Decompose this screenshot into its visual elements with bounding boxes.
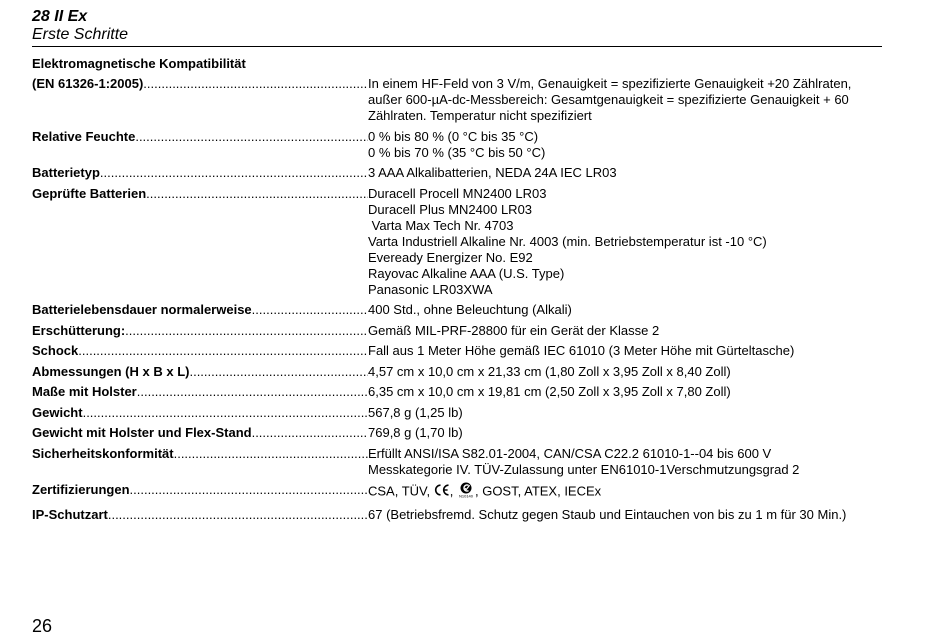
dot-leader [108, 507, 368, 523]
spec-value-line: Duracell Procell MN2400 LR03 [368, 185, 547, 201]
dot-leader [137, 384, 368, 400]
dot-leader [130, 482, 368, 502]
c-tick-mark-icon [457, 482, 475, 502]
spec-row [32, 165, 892, 181]
spec-row [32, 323, 892, 339]
dot-leader [143, 76, 368, 124]
spec-value [368, 364, 892, 380]
spec-value [368, 446, 892, 478]
spec-value [368, 302, 892, 318]
spec-value-line: 400 Std., ohne Beleuchtung (Alkali) [368, 302, 572, 317]
spec-value [368, 129, 892, 161]
spec-value-line: 769,8 g (1,70 lb) [368, 425, 463, 440]
spec-value [368, 323, 892, 339]
spec-value-line: 67 (Betriebsfremd. Schutz gegen Staub und Eintauchen von bis zu 1 m für 30 Min.) [368, 506, 847, 522]
spec-value [368, 165, 892, 181]
spec-value-line: Zählraten. Temperatur nicht spezifiziert [368, 108, 592, 123]
spec-list [32, 76, 892, 527]
spec-value-line: 6,35 cm x 10,0 cm x 19,81 cm (2,50 Zoll x 3,95 Zoll x 7,80 Zoll) [368, 384, 731, 399]
spec-key: Abmessungen (H x B x L) [32, 363, 190, 379]
spec-value-line: Erfüllt ANSI/ISA S82.01-2004, CAN/CSA C22.2 61010-1--04 bis 600 V [368, 445, 772, 461]
spec-key: Gewicht [32, 404, 83, 420]
spec-row [32, 384, 892, 400]
spec-value-line: Fall aus 1 Meter Höhe gemäß IEC 61010 (3 Meter Höhe mit Gürteltasche) [368, 343, 795, 358]
spec-key: Relative Feuchte [32, 128, 136, 144]
spec-value-line: 3 AAA Alkalibatterien, NEDA 24A IEC LR03 [368, 165, 617, 180]
spec-row [32, 76, 892, 124]
spec-value-line: 567,8 g (1,25 lb) [368, 404, 463, 420]
spec-value [368, 507, 892, 523]
spec-value-line: In einem HF-Feld von 3 V/m, Genauigkeit = spezifizierte Genauigkeit +20 Zählraten, [368, 76, 852, 91]
dot-leader [189, 364, 368, 380]
spec-value [368, 384, 892, 400]
spec-key: Geprüfte Batterien [32, 185, 147, 201]
page-number: 26 [32, 616, 53, 636]
dot-leader [146, 186, 368, 298]
spec-value-line: Varta Industriell Alkaline Nr. 4003 (min. Betriebstemperatur ist -10 °C) [368, 233, 767, 249]
spec-value-line: Panasonic LR03XWA [368, 281, 493, 297]
chapter-title: Erste Schritte [32, 26, 129, 43]
spec-row [32, 302, 892, 318]
spec-value [368, 405, 892, 421]
spec-value-line: außer 600-µA-dc-Messbereich: Gesamtgenauigkeit = spezifizierte Genauigkeit + 60 [368, 92, 849, 107]
spec-value-line: 0 % bis 70 % (35 °C bis 50 °C) [368, 144, 546, 160]
spec-value [368, 76, 892, 124]
dot-leader [78, 343, 368, 359]
cert-text: , GOST, ATEX, IECEx [474, 483, 602, 499]
spec-value-line: Varta Max Tech Nr. 4703 [368, 217, 514, 233]
dot-leader [252, 425, 368, 441]
spec-key: Batterietyp [32, 165, 100, 180]
spec-key: Zertifizierungen [32, 482, 130, 497]
spec-row [32, 129, 892, 161]
spec-key: Erschütterung: [32, 322, 126, 338]
spec-value-line: 4,57 cm x 10,0 cm x 21,33 cm (1,80 Zoll x 3,95 Zoll x 8,40 Zoll) [368, 363, 731, 379]
page-header [32, 8, 882, 44]
spec-key: (EN 61326-1:2005) [32, 76, 144, 91]
spec-row [32, 425, 892, 441]
spec-key: Maße mit Holster [32, 384, 137, 399]
spec-row [32, 364, 892, 380]
spec-value-line: Duracell Plus MN2400 LR03 [368, 201, 533, 217]
spec-value-line: Messkategorie IV. TÜV-Zulassung unter EN61010-1Verschmutzungsgrad 2 [368, 461, 800, 477]
spec-value-line: Gemäß MIL-PRF-28800 für ein Gerät der Klasse 2 [368, 322, 660, 338]
dot-leader [252, 302, 368, 318]
spec-value [368, 186, 892, 298]
spec-value-line: Rayovac Alkaline AAA (U.S. Type) [368, 265, 565, 281]
spec-row [32, 405, 892, 421]
svg-text:N10140: N10140 [458, 493, 473, 498]
dot-leader [125, 323, 368, 339]
spec-key: Batterielebensdauer normalerweise [32, 302, 252, 317]
dot-leader [135, 129, 368, 161]
cert-text: CSA, TÜV, [368, 483, 434, 499]
spec-row [32, 343, 892, 359]
cert-separator: , [449, 483, 457, 499]
manual-title: 28 II Ex [32, 8, 88, 25]
spec-row [32, 186, 892, 298]
spec-value-line: Eveready Energizer No. E92 [368, 249, 533, 265]
section-title: Elektromagnetische Kompatibilität [32, 56, 246, 71]
spec-value-line [368, 482, 892, 502]
spec-row-certifications [32, 482, 892, 502]
spec-value [368, 425, 892, 441]
spec-key: Schock [32, 343, 79, 358]
spec-value [368, 343, 892, 359]
spec-key: Gewicht mit Holster und Flex-Stand [32, 425, 252, 440]
spec-key: IP-Schutzart [32, 506, 108, 522]
spec-key: Sicherheitskonformität [32, 445, 174, 461]
header-rule [32, 46, 882, 47]
ce-mark-icon [434, 484, 450, 500]
spec-value-line: 0 % bis 80 % (0 °C bis 35 °C) [368, 128, 539, 144]
spec-row [32, 507, 892, 523]
spec-value [368, 482, 892, 502]
dot-leader [100, 165, 368, 181]
dot-leader [174, 446, 368, 478]
spec-row [32, 446, 892, 478]
dot-leader [83, 405, 368, 421]
